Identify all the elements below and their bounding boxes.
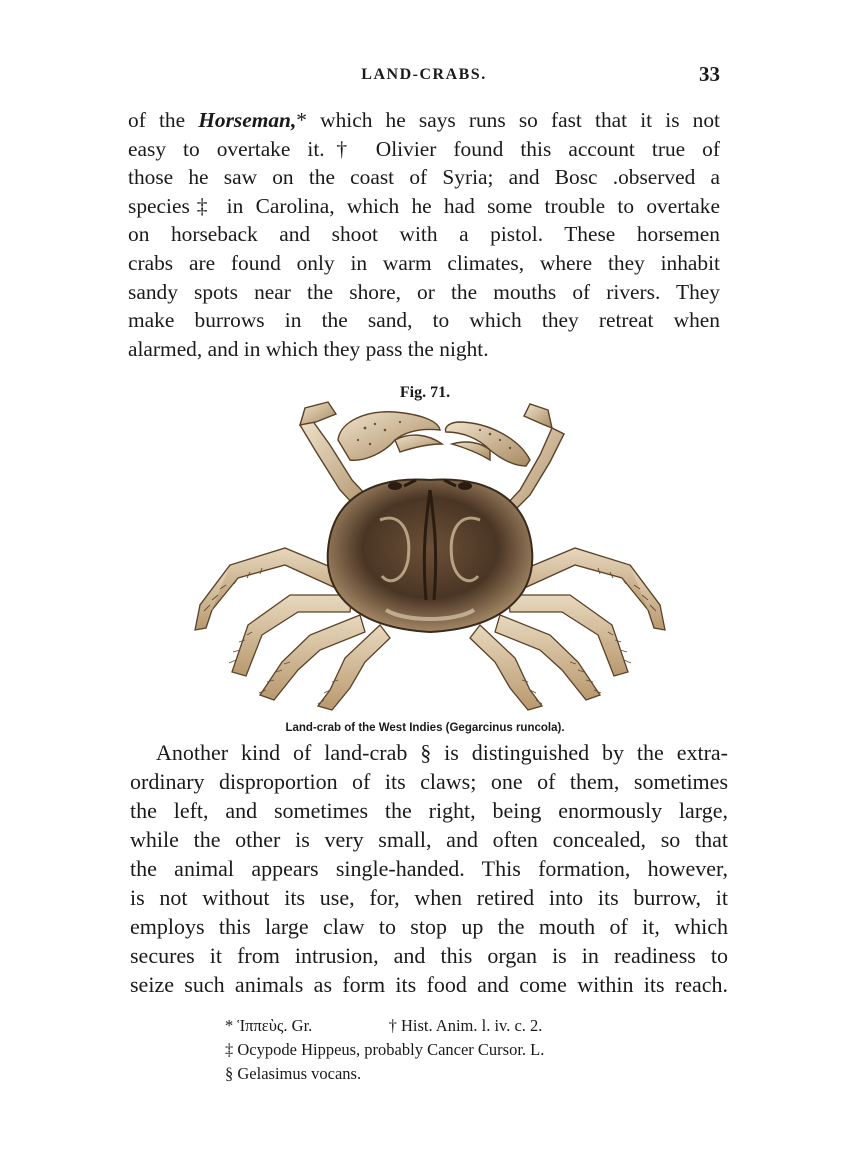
- footnote-mark-asterisk: *: [225, 1016, 234, 1035]
- footnote-mark-double-dagger: ‡: [225, 1040, 234, 1059]
- paragraph-line: make burrows in the sand, to which they retreat when: [128, 308, 720, 333]
- figure-label: Fig. 71.: [399, 384, 451, 401]
- footnote-row: [225, 1062, 665, 1086]
- footnote-gelasimus: Gelasimus vocans.: [237, 1064, 362, 1083]
- footnote-ocypode: Ocypode Hippeus, probably Cancer Cursor. L.: [237, 1040, 545, 1059]
- crab-carapace: [328, 480, 533, 632]
- paragraph-line: ordinary disproportion of its claws; one of them, sometimes: [130, 769, 728, 794]
- paragraph-line: sandy spots near the shore, or the mouths of rivers. They: [128, 279, 720, 304]
- paragraph-line: secures it from intrusion, and this organ is in readiness to: [130, 943, 728, 968]
- footnote-row: [225, 1038, 665, 1062]
- paragraph-line: on horseback and shoot with a pistol. These horsemen: [128, 222, 720, 247]
- line-text: * which he says runs so fast that it is not: [296, 108, 720, 132]
- paragraph-line: the animal appears single-handed. This formation, however,: [130, 856, 728, 881]
- page-number: 33: [699, 62, 720, 86]
- paragraph-line: species‡ in Carolina, which he had some trouble to overtake: [128, 193, 720, 218]
- paragraph-line: the left, and sometimes the right, being enormously large,: [130, 798, 728, 823]
- paragraph-line: [128, 106, 720, 135]
- paragraph-line: while the other is very small, and often concealed, so that: [130, 827, 728, 852]
- footnote-greek: Ἱππεὺς. Gr.: [237, 1016, 313, 1035]
- paragraph-line: those he saw on the coast of Syria; and Bosc .observed a: [128, 165, 720, 190]
- italic-term-horseman: Horseman,: [198, 108, 297, 132]
- paragraph-line: easy to overtake it.† Olivier found this account true of: [128, 136, 720, 161]
- footnote-hist-anim: Hist. Anim. l. iv. c. 2.: [400, 1016, 543, 1035]
- footnote-row: [225, 1014, 665, 1038]
- line-text: of the: [128, 108, 199, 132]
- paragraph-line: employs this large claw to stop up the mouth of it, which: [130, 914, 728, 939]
- figure-caption: Land-crab of the West Indies (Gegarcinus runcola).: [285, 722, 565, 734]
- paragraph-single-handed-crab: [130, 738, 728, 999]
- footnote-mark-section: §: [225, 1064, 234, 1083]
- footnote-mark-dagger: †: [388, 1016, 397, 1035]
- paragraph-line: alarmed, and in which they pass the night.: [128, 336, 489, 361]
- paragraph-line: seize such animals as form its food and come within its reach.: [130, 972, 728, 997]
- running-title: LAND-CRABS.: [361, 66, 487, 83]
- footnotes: [225, 1014, 665, 1086]
- paragraph-line: Another kind of land-crab § is distinguished by the extra-: [156, 740, 728, 765]
- paragraph-line: crabs are found only in warm climates, where they inhabit: [128, 250, 720, 275]
- crab-engraving: [190, 400, 670, 715]
- paragraph-line: is not without its use, for, when retired into its burrow, it: [130, 885, 728, 910]
- running-head: [128, 62, 720, 90]
- paragraph-horsemen-crabs: [128, 106, 720, 363]
- land-crab-illustration: [190, 400, 670, 715]
